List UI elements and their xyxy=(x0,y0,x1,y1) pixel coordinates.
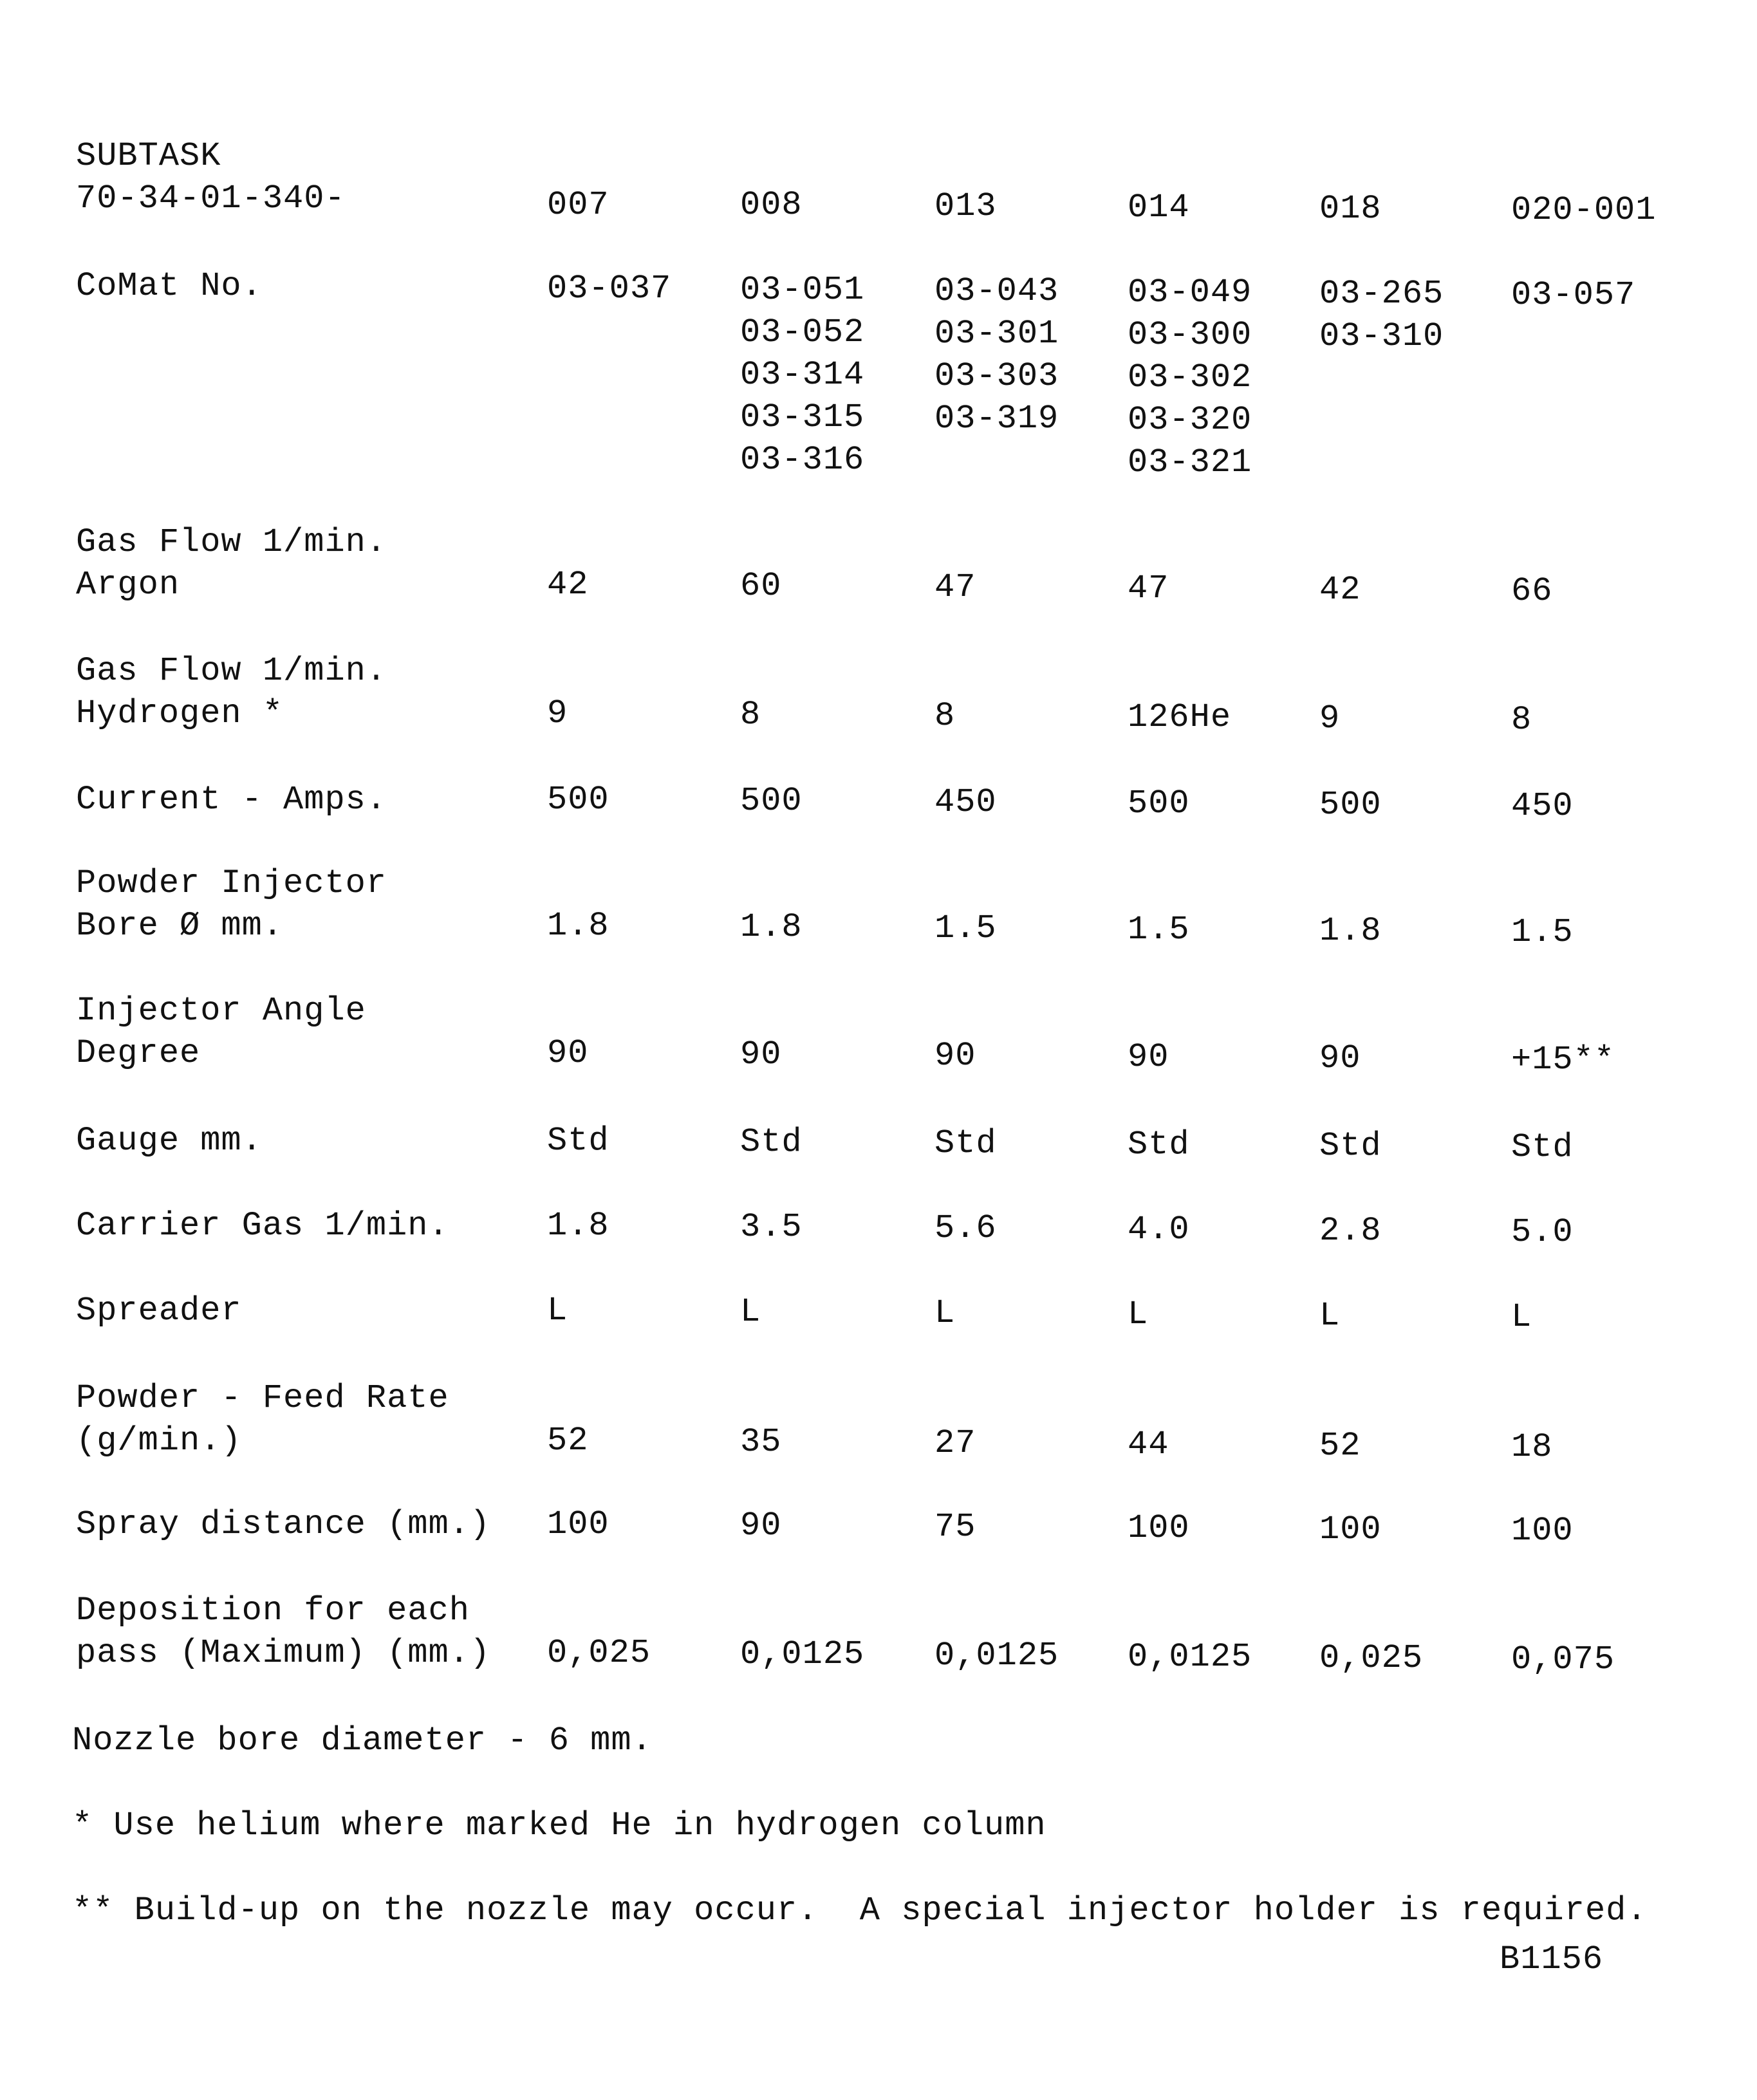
table-cell: 90 xyxy=(1319,1039,1361,1077)
nozzle-note: Nozzle bore diameter - 6 mm. xyxy=(72,1722,653,1760)
table-cell: 9 xyxy=(547,694,568,732)
table-cell: L xyxy=(934,1294,956,1332)
table-cell: 03-321 xyxy=(1128,443,1252,481)
table-cell: 0,025 xyxy=(547,1634,651,1672)
table-cell: 3.5 xyxy=(740,1208,803,1246)
table-cell: 03-265 xyxy=(1319,275,1444,313)
table-cell: 126He xyxy=(1128,698,1232,736)
table-cell: Std xyxy=(1128,1126,1190,1164)
helium-footnote: * Use helium where marked He in hydrogen column xyxy=(72,1807,1046,1844)
row-label-line: Current - Amps. xyxy=(76,781,387,819)
table-cell: 18 xyxy=(1511,1428,1553,1466)
table-cell: 03-051 xyxy=(740,271,865,309)
column-header: 020-001 xyxy=(1511,191,1657,229)
table-cell: 500 xyxy=(740,782,803,820)
table-cell: 0,025 xyxy=(1319,1639,1424,1677)
table-cell: 47 xyxy=(934,568,976,606)
table-cell: 1.8 xyxy=(740,908,803,946)
table-cell: 450 xyxy=(1511,787,1574,825)
table-cell: 03-314 xyxy=(740,356,865,394)
table-cell: 03-303 xyxy=(934,357,1059,395)
table-cell: 03-316 xyxy=(740,441,865,479)
table-cell: 75 xyxy=(934,1508,976,1546)
table-cell: 8 xyxy=(740,696,761,734)
row-label-line: Gas Flow 1/min. xyxy=(76,523,387,561)
table-cell: 0,0125 xyxy=(740,1635,865,1673)
table-cell: 5.0 xyxy=(1511,1213,1574,1251)
table-cell: 500 xyxy=(547,781,609,819)
row-label-line: Bore Ø mm. xyxy=(76,907,284,945)
table-cell: 03-057 xyxy=(1511,276,1636,314)
table-cell: 1.8 xyxy=(547,907,609,945)
table-cell: 03-300 xyxy=(1128,316,1252,354)
table-cell: 1.8 xyxy=(547,1207,609,1245)
table-cell: 4.0 xyxy=(1128,1211,1190,1249)
row-label-line: Injector Angle xyxy=(76,992,366,1030)
table-cell: L xyxy=(1319,1297,1341,1335)
table-cell: 8 xyxy=(1511,701,1532,739)
table-cell: Std xyxy=(1511,1128,1574,1166)
table-cell: 35 xyxy=(740,1423,782,1461)
row-label-line: Argon xyxy=(76,566,180,604)
column-header: 013 xyxy=(934,187,997,225)
table-cell: 60 xyxy=(740,567,782,605)
row-label-line: Powder - Feed Rate xyxy=(76,1379,449,1417)
table-cell: 500 xyxy=(1128,785,1190,822)
table-cell: 27 xyxy=(934,1424,976,1462)
table-cell: 0,0125 xyxy=(934,1637,1059,1675)
table-cell: L xyxy=(740,1293,761,1331)
table-cell: 03-315 xyxy=(740,398,865,436)
row-label-line: (g/min.) xyxy=(76,1422,242,1460)
table-cell: 90 xyxy=(1128,1038,1169,1076)
table-cell: 03-049 xyxy=(1128,274,1252,311)
table-cell: 52 xyxy=(547,1422,589,1460)
table-cell: 42 xyxy=(547,566,589,604)
row-label-line: Gas Flow 1/min. xyxy=(76,652,387,690)
table-cell: Std xyxy=(740,1123,803,1161)
row-label-line: Spray distance (mm.) xyxy=(76,1505,491,1543)
row-label-line: CoMat No. xyxy=(76,267,263,305)
row-label-line: Deposition for each xyxy=(76,1592,470,1630)
table-cell: 03-310 xyxy=(1319,317,1444,355)
table-cell: L xyxy=(1128,1296,1149,1333)
column-header: 007 xyxy=(547,186,609,224)
table-cell: 03-037 xyxy=(547,270,672,308)
table-cell: 90 xyxy=(934,1037,976,1075)
table-cell: 1.8 xyxy=(1319,912,1382,950)
table-cell: 03-043 xyxy=(934,272,1059,310)
table-cell: 1.5 xyxy=(934,909,997,947)
table-cell: 03-319 xyxy=(934,400,1059,438)
row-label-line: pass (Maximum) (mm.) xyxy=(76,1634,491,1672)
table-cell: 66 xyxy=(1511,572,1553,610)
column-header: 008 xyxy=(740,186,803,224)
table-cell: Std xyxy=(934,1124,997,1162)
table-cell: 100 xyxy=(547,1505,609,1543)
table-cell: 03-301 xyxy=(934,315,1059,353)
row-label-line: Carrier Gas 1/min. xyxy=(76,1207,449,1245)
table-cell: 0,075 xyxy=(1511,1640,1615,1678)
table-cell: 1.5 xyxy=(1511,913,1574,951)
column-header: 018 xyxy=(1319,190,1382,228)
table-cell: L xyxy=(1511,1298,1532,1336)
table-cell: 450 xyxy=(934,783,997,821)
table-cell: 5.6 xyxy=(934,1209,997,1247)
table-cell: 47 xyxy=(1128,570,1169,608)
row-label-line: Spreader xyxy=(76,1292,242,1330)
table-cell: 9 xyxy=(1319,700,1341,738)
table-cell: 1.5 xyxy=(1128,911,1190,949)
row-label-line: 70-34-01-340- xyxy=(76,180,346,218)
table-cell: 42 xyxy=(1319,571,1361,609)
table-cell: +15** xyxy=(1511,1041,1615,1079)
table-cell: 500 xyxy=(1319,786,1382,824)
page-code: B1156 xyxy=(1500,1940,1604,1978)
table-cell: 100 xyxy=(1128,1509,1190,1547)
table-cell: 2.8 xyxy=(1319,1212,1382,1250)
table-cell: 52 xyxy=(1319,1427,1361,1465)
table-cell: 90 xyxy=(740,1507,782,1545)
table-cell: Std xyxy=(547,1122,609,1160)
buildup-footnote: ** Build-up on the nozzle may occur. A special injector holder is required. xyxy=(72,1891,1648,1929)
column-header: 014 xyxy=(1128,189,1190,227)
table-cell: 03-052 xyxy=(740,313,865,351)
table-cell: 8 xyxy=(934,697,956,735)
row-label-line: Hydrogen * xyxy=(76,694,284,732)
table-cell: L xyxy=(547,1292,568,1330)
row-label-line: Gauge mm. xyxy=(76,1122,263,1160)
table-cell: 0,0125 xyxy=(1128,1638,1252,1676)
row-label-line: Degree xyxy=(76,1034,201,1072)
table-cell: 90 xyxy=(547,1034,589,1072)
table-cell: 44 xyxy=(1128,1426,1169,1463)
row-label-line: Powder Injector xyxy=(76,864,387,902)
row-label-line: SUBTASK xyxy=(76,137,221,175)
table-cell: Std xyxy=(1319,1127,1382,1165)
table-cell: 100 xyxy=(1511,1512,1574,1550)
table-cell: 03-320 xyxy=(1128,401,1252,439)
table-cell: 90 xyxy=(740,1036,782,1073)
table-cell: 03-302 xyxy=(1128,358,1252,396)
table-cell: 100 xyxy=(1319,1510,1382,1548)
